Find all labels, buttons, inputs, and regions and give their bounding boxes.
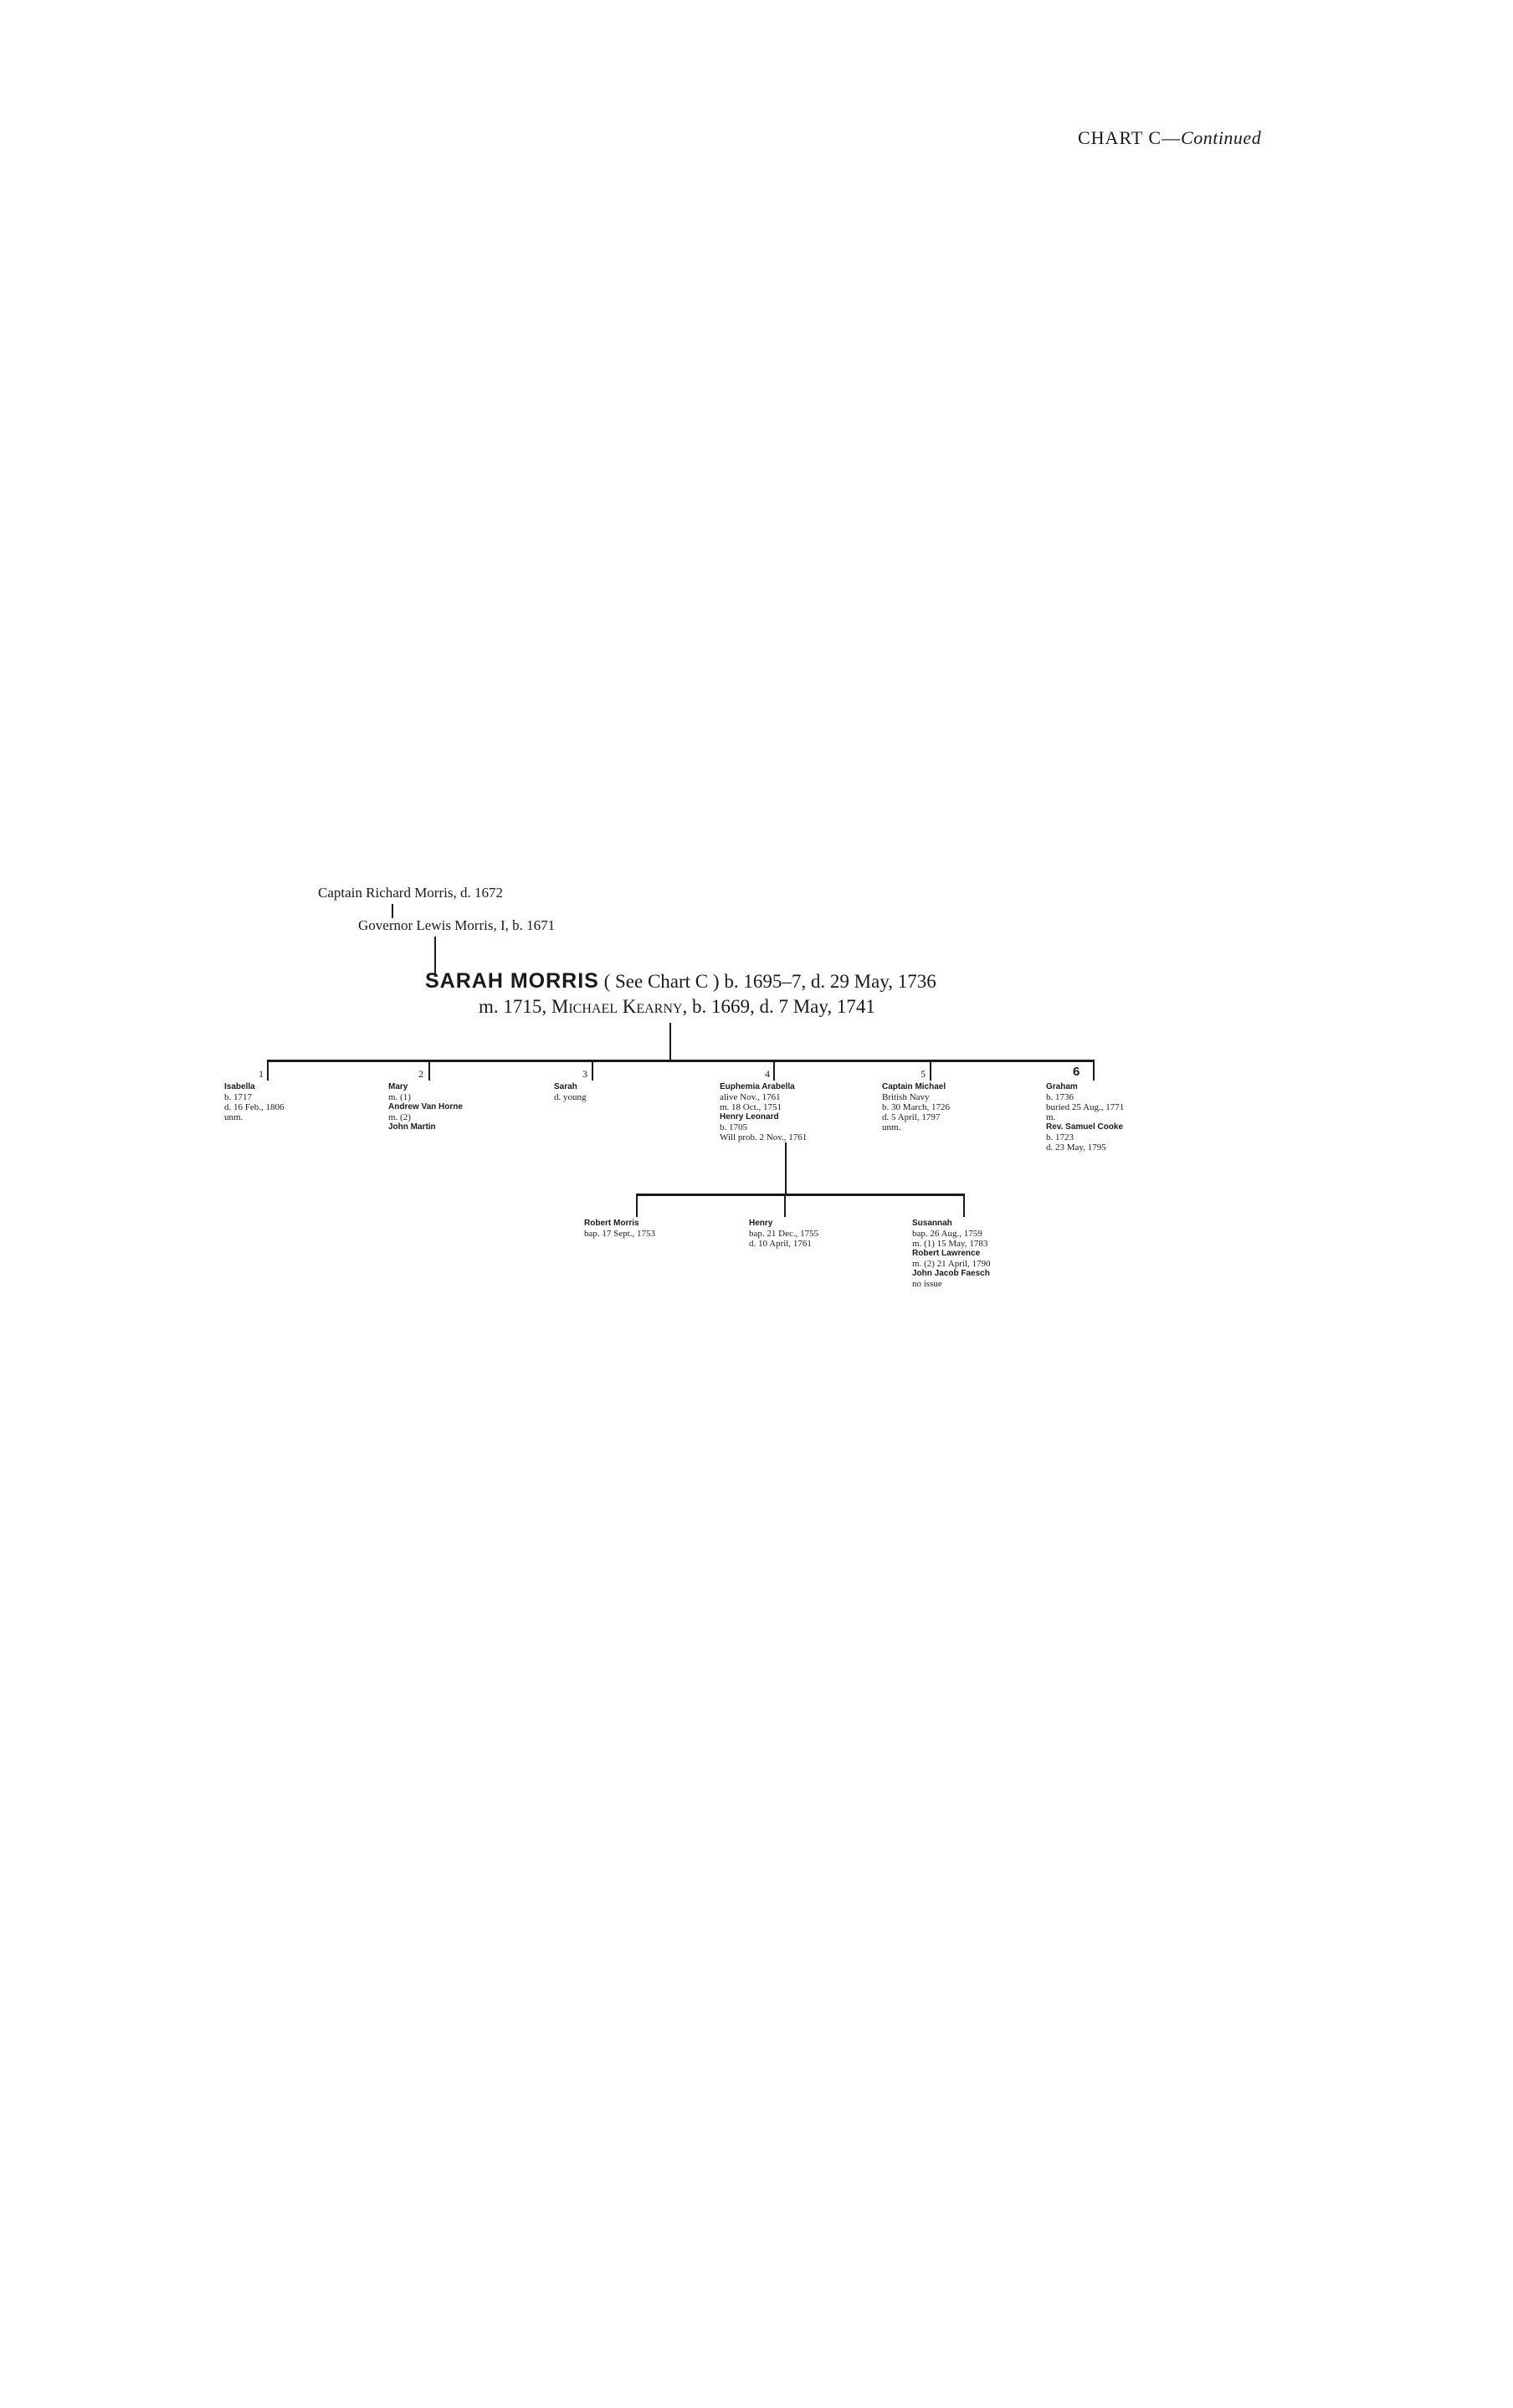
- person-name: Robert Lawrence: [912, 1249, 981, 1258]
- grandchild-block: [584, 1219, 655, 1239]
- main-person-line: [425, 969, 936, 993]
- person-name: Sarah: [554, 1082, 577, 1091]
- child-4-to-grandchildren-connector: [785, 1142, 787, 1195]
- person-name: Isabella: [224, 1082, 255, 1091]
- person-detail: bap. 26 Aug., 1759: [912, 1229, 982, 1239]
- person-detail: b. 1717: [224, 1092, 252, 1102]
- person-detail: unm.: [224, 1112, 244, 1122]
- child-6-drop: [1093, 1060, 1095, 1081]
- person-detail: b. 30 March, 1726: [882, 1102, 950, 1112]
- person-detail: m. (2) 21 April, 1790: [912, 1259, 991, 1269]
- person-detail: d. 10 April, 1761: [749, 1239, 812, 1249]
- child-2-number: 2: [418, 1068, 423, 1080]
- child-5-number: 5: [921, 1068, 926, 1080]
- spouse-name: Michael Kearny,: [551, 996, 688, 1017]
- child-block: [1046, 1082, 1124, 1153]
- person-detail: no issue: [912, 1279, 942, 1289]
- ancestor-connector-1: [392, 904, 393, 918]
- person-detail: bap. 21 Dec., 1755: [749, 1229, 819, 1239]
- spouse-dates: b. 1669, d. 7 May, 1741: [691, 996, 875, 1017]
- person-detail: unm.: [882, 1122, 901, 1132]
- person-detail: b. 1723: [1046, 1132, 1074, 1142]
- person-name: Mary: [388, 1082, 408, 1091]
- ancestor-captain: Captain Richard Morris, d. 1672: [318, 885, 503, 901]
- person-detail: b. 1705: [720, 1122, 747, 1132]
- child-block: [882, 1082, 950, 1132]
- grandchild-2-drop: [784, 1194, 786, 1217]
- person-detail: buried 25 Aug., 1771: [1046, 1102, 1125, 1112]
- main-to-children-connector: [669, 1023, 671, 1061]
- child-1-number: 1: [259, 1068, 264, 1080]
- child-2-drop: [428, 1060, 430, 1081]
- main-person-name: SARAH MORRIS: [425, 969, 599, 993]
- person-name: Henry Leonard: [720, 1112, 779, 1122]
- child-block: [224, 1082, 285, 1122]
- child-3-number: 3: [582, 1068, 587, 1080]
- chart-header-continued: Continued: [1181, 127, 1262, 148]
- person-detail: m. (1) 15 May, 1783: [912, 1239, 988, 1249]
- person-detail: Will prob. 2 Nov., 1761: [720, 1132, 808, 1142]
- main-person-see-chart: ( See Chart C ): [603, 971, 720, 992]
- person-name: Andrew Van Horne: [388, 1102, 463, 1112]
- person-name: Euphemia Arabella: [720, 1082, 795, 1091]
- person-name: Henry: [749, 1219, 773, 1228]
- person-detail: d. 16 Feb., 1806: [224, 1102, 285, 1112]
- child-4-number: 4: [765, 1068, 770, 1080]
- person-detail: d. young: [554, 1092, 587, 1102]
- main-person-dates: b. 1695–7, d. 29 May, 1736: [724, 971, 936, 992]
- person-name: Susannah: [912, 1219, 952, 1228]
- child-1-drop: [267, 1060, 269, 1081]
- person-detail: m. (2): [388, 1112, 411, 1122]
- person-name: Rev. Samuel Cooke: [1046, 1122, 1124, 1132]
- person-detail: d. 5 April, 1797: [882, 1112, 941, 1122]
- person-name: Robert Morris: [584, 1219, 639, 1228]
- person-name: Graham: [1046, 1082, 1078, 1091]
- chart-header-title: CHART C—: [1078, 127, 1182, 148]
- child-block: [720, 1082, 807, 1142]
- person-detail: b. 1736: [1046, 1092, 1074, 1102]
- person-detail: bap. 17 Sept., 1753: [584, 1229, 655, 1239]
- child-5-drop: [930, 1060, 931, 1081]
- person-name: Captain Michael: [882, 1082, 946, 1091]
- person-detail: m.: [1046, 1112, 1056, 1122]
- person-detail: British Navy: [882, 1092, 930, 1102]
- child-3-drop: [592, 1060, 593, 1081]
- person-name: John Jacob Faesch: [912, 1269, 990, 1278]
- grandchild-1-drop: [636, 1194, 638, 1217]
- person-detail: m. (1): [388, 1092, 411, 1102]
- grandchild-3-drop: [963, 1194, 965, 1217]
- marriage-prefix: m. 1715,: [479, 996, 547, 1017]
- ancestor-governor: Governor Lewis Morris, I, b. 1671: [358, 917, 556, 933]
- main-person-marriage-line: [479, 996, 875, 1018]
- person-detail: m. 18 Oct., 1751: [720, 1102, 782, 1112]
- person-name: John Martin: [388, 1122, 436, 1132]
- person-detail: d. 23 May, 1795: [1046, 1142, 1106, 1153]
- grandchildren-bar: [636, 1194, 965, 1196]
- grandchild-block: [912, 1219, 991, 1289]
- children-bar: [267, 1060, 1095, 1062]
- person-detail: alive Nov., 1761: [720, 1092, 781, 1102]
- chart-header: [1078, 127, 1261, 149]
- grandchild-block: [749, 1219, 818, 1249]
- child-4-drop: [773, 1060, 775, 1081]
- child-6-number: 6: [1073, 1065, 1080, 1079]
- child-block: [554, 1082, 587, 1102]
- child-block: [388, 1082, 463, 1132]
